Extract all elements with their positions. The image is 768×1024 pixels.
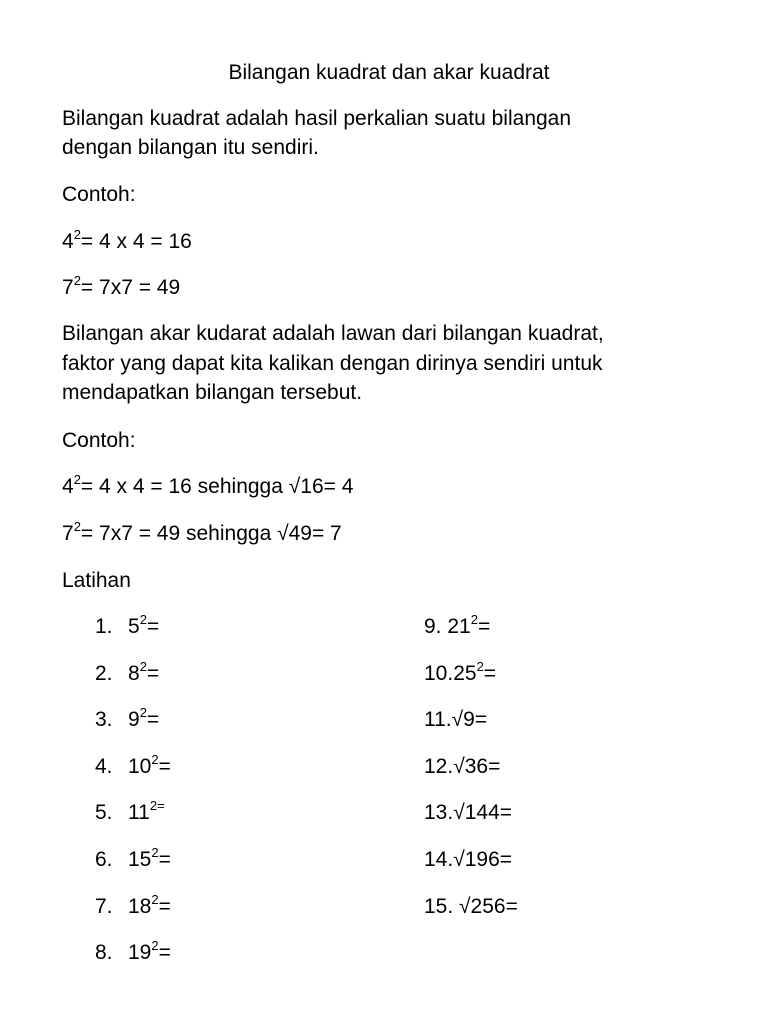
exercise-base: 12.√36= <box>424 755 501 778</box>
definition-square-line-1: Bilangan kuadrat adalah hasil perkalian suatu bilangan <box>62 107 572 130</box>
example-base: 7 <box>62 276 74 299</box>
example-label-1: Contoh: <box>62 183 136 206</box>
example-root-49 <box>62 519 342 549</box>
exponent: 2 <box>73 519 81 534</box>
exponent: 2 <box>151 938 159 953</box>
exercise-item <box>95 845 171 875</box>
exercise-rest: = <box>158 848 171 871</box>
page-title: Bilangan kuadrat dan akar kuadrat <box>228 61 550 84</box>
definition-root-line-3: mendapatkan bilangan tersebut. <box>62 381 363 404</box>
exercise-number: 7. <box>95 895 113 918</box>
exercise-base: 13.√144= <box>424 801 513 824</box>
exercise-item <box>95 612 159 642</box>
exponent: 2 <box>73 227 81 242</box>
exercise-base: 11.√9= <box>424 708 488 731</box>
exercise-rest: = <box>146 662 160 685</box>
exercise-item <box>424 612 490 642</box>
definition-root-line-2: faktor yang dapat kita kalikan dengan dirinya sendiri untuk <box>62 352 603 375</box>
exercise-base: 11 <box>128 801 150 824</box>
example-label-2: Contoh: <box>62 429 136 452</box>
exponent: 2 <box>151 892 159 907</box>
example-rest: = 4 x 4 = 16 sehingga √16= 4 <box>80 475 354 498</box>
exponent: 2= <box>149 798 165 813</box>
example-rest: = 7x7 = 49 sehingga √49= 7 <box>80 522 342 545</box>
exercise-item <box>95 798 165 828</box>
exercise-item <box>424 798 512 828</box>
exercise-number: 6. <box>95 848 113 871</box>
exercise-item <box>424 845 512 875</box>
exponent: 2 <box>470 612 478 627</box>
exercise-item <box>95 892 171 922</box>
exercise-rest: = <box>477 615 491 638</box>
exponent: 2 <box>139 612 147 627</box>
exercise-rest: = <box>158 755 171 778</box>
definition-root-line-1: Bilangan akar kudarat adalah lawan dari bilangan kuadrat, <box>62 322 604 345</box>
exponent: 2 <box>476 659 484 674</box>
exponent: 2 <box>73 273 81 288</box>
exercise-rest: = <box>158 941 171 964</box>
exercise-number: 3. <box>95 708 113 731</box>
example-root-16 <box>62 472 353 502</box>
exercise-base: 19 <box>128 941 152 964</box>
exercise-rest: = <box>146 615 160 638</box>
example-base: 4 <box>62 230 74 253</box>
exponent: 2 <box>139 659 147 674</box>
exercise-base: 15. √256= <box>424 895 518 918</box>
exercise-item <box>95 752 171 782</box>
exercise-number: 1. <box>95 615 113 638</box>
exercise-item <box>95 705 159 735</box>
example-square-7 <box>62 273 180 303</box>
example-rest: = 7x7 = 49 <box>80 276 181 299</box>
exponent: 2 <box>151 752 159 767</box>
exercise-number: 2. <box>95 662 113 685</box>
exercise-base: 10.25 <box>424 662 477 685</box>
exponent: 2 <box>151 845 159 860</box>
exponent: 2 <box>139 705 147 720</box>
exercise-base: 15 <box>128 848 152 871</box>
example-base: 7 <box>62 522 74 545</box>
exercise-item <box>424 659 496 689</box>
exercise-number: 5. <box>95 801 113 824</box>
exercise-base: 8 <box>128 662 140 685</box>
example-rest: = 4 x 4 = 16 <box>80 230 192 253</box>
exercise-item <box>95 938 171 968</box>
exercise-base: 18 <box>128 895 152 918</box>
exercise-item <box>424 892 518 922</box>
exercise-base: 5 <box>128 615 140 638</box>
exercise-number: 4. <box>95 755 113 778</box>
definition-square-line-2: dengan bilangan itu sendiri. <box>62 136 319 159</box>
exponent: 2 <box>73 472 81 487</box>
exercise-base: 10 <box>128 755 152 778</box>
exercise-rest: = <box>158 895 171 918</box>
exercise-item <box>424 705 487 735</box>
exercise-item <box>95 659 159 689</box>
exercise-number: 8. <box>95 941 113 964</box>
exercise-label: Latihan <box>62 569 131 592</box>
exercise-rest: = <box>483 662 497 685</box>
example-base: 4 <box>62 475 74 498</box>
exercise-base: 9 <box>128 708 140 731</box>
exercise-base: 14.√196= <box>424 848 513 871</box>
exercise-base: 9. 21 <box>424 615 471 638</box>
example-square-4 <box>62 227 192 257</box>
exercise-rest: = <box>146 708 160 731</box>
exercise-item <box>424 752 500 782</box>
